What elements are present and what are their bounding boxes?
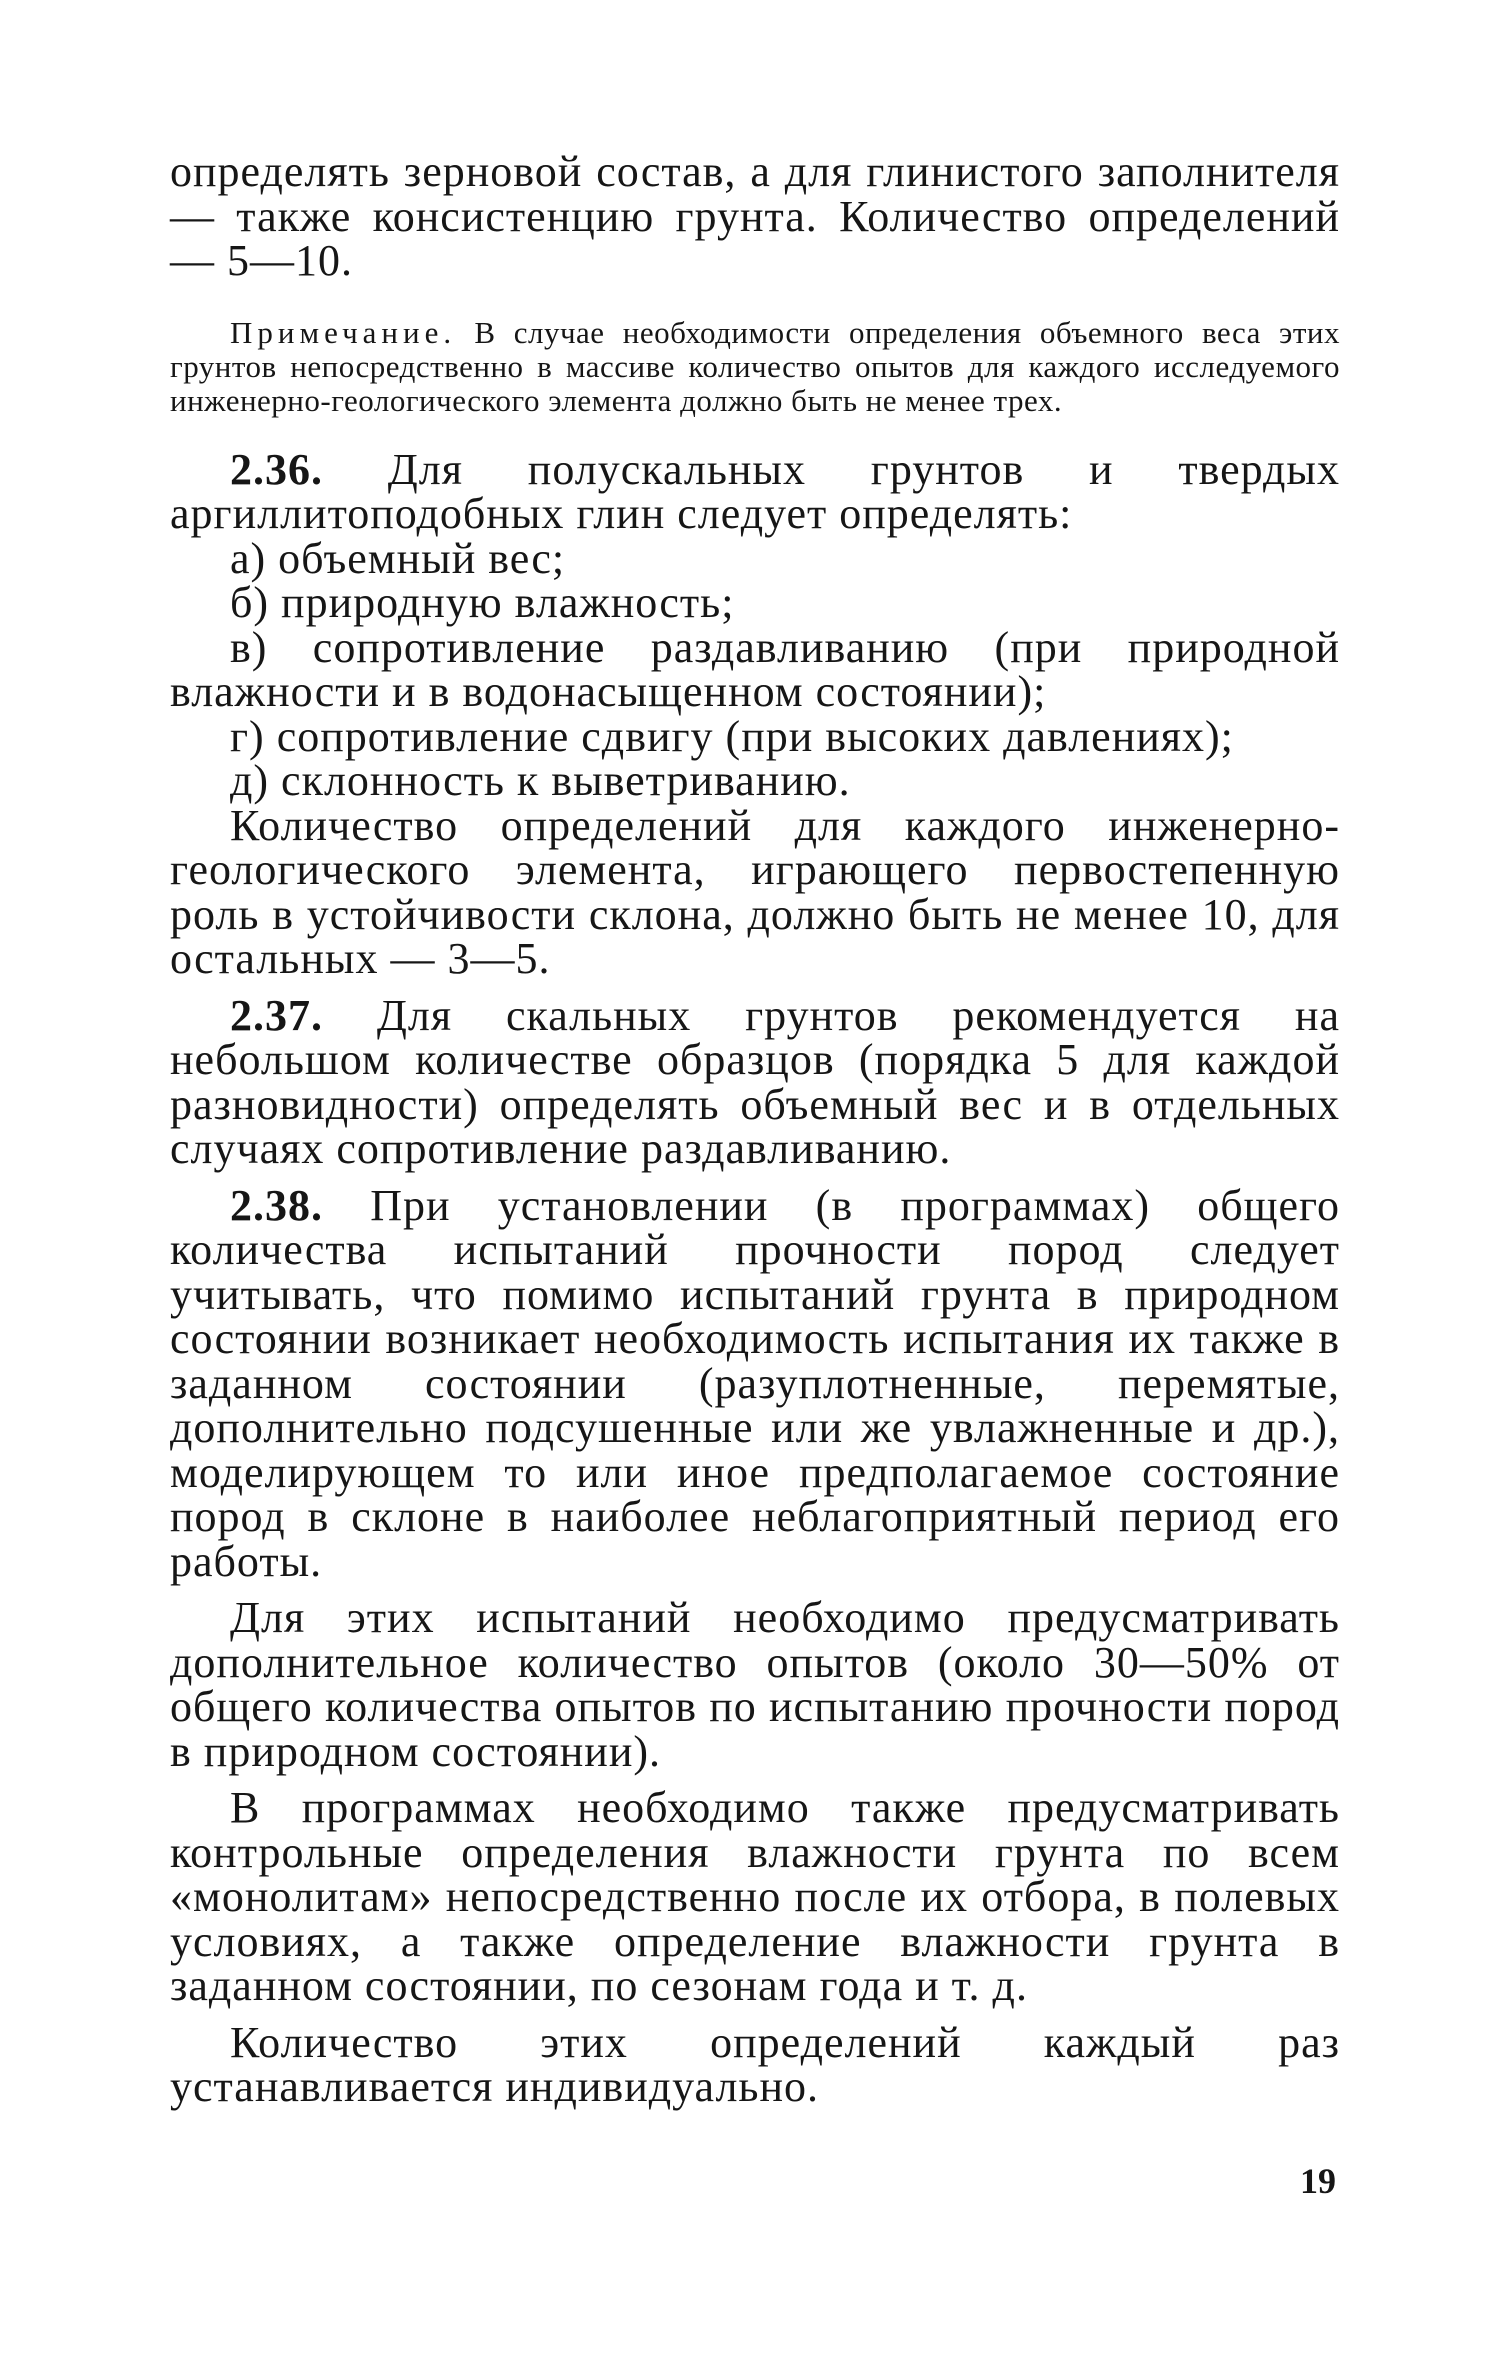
list-item-c: в) сопротивление раздавливанию (при природной влажности и в водонасыщенном состоянии); [170, 622, 1340, 716]
section-2-36-intro-text: Для полускальных грунтов и твердых аргиллитоподобных глин следует определять: [170, 444, 1340, 538]
section-2-37-text: Для скальных грунтов рекомендуется на небольшом количестве образцов (порядка 5 для каждой разновидности) определять объемный вес и в отдельных случаях сопротивление раздавливанию. [170, 990, 1340, 1173]
section-2-38 [170, 1180, 1340, 1586]
section-2-38-number: 2.38. [230, 1180, 323, 1230]
list-item-d: г) сопротивление сдвигу (при высоких давлениях); [230, 711, 1234, 761]
page-number: 19 [1300, 2161, 1336, 2201]
section-2-36-number: 2.36. [230, 444, 323, 494]
section-2-38-para3: В программах необходимо также предусматривать контрольные определения влажности грунта по всем «монолитам» непосредственно после их отбора, в полевых условиях, а также определение влажности грунта в заданном состоянии, по сезонам года и т. д. [170, 1783, 1340, 2010]
section-2-38-para2: Для этих испытаний необходимо предусматривать дополнительное количество опытов (около 30—50% от общего количества опытов по испытанию прочности пород в природном состоянии). [170, 1593, 1340, 1776]
note-paragraph [170, 316, 1340, 418]
section-2-37 [170, 990, 1340, 1173]
section-2-37-number: 2.37. [230, 990, 323, 1040]
list-item-a: а) объемный вес; [230, 533, 566, 583]
note-text: В случае необходимости определения объемного веса этих грунтов непосредственно в массиве количество опытов для каждого исследуемого инженерно-геологического элемента должно быть не менее трех. [170, 314, 1340, 418]
continuation-text: определять зерновой состав, а для глинистого заполнителя — также консистенцию грунта. Количество определений — 5—10. [170, 147, 1340, 285]
list-item-b: б) природную влажность; [230, 578, 735, 627]
section-2-38-para4: Количество этих определений каждый раз устанавливается индивидуально. [170, 2017, 1340, 2111]
note-label: Примечание. [230, 314, 457, 350]
section-2-36-count: Количество определений для каждого инженерно-геологического элемента, играющего первостепенную роль в устойчивости склона, должно быть не менее 10, для остальных — 3—5. [170, 800, 1340, 983]
document-page [170, 147, 1340, 2122]
section-2-38-text: При установлении (в программах) общего количества испытаний прочности пород следует учитывать, что помимо испытаний грунта в природном состоянии возникает необходимость испытания их также в заданном состоянии (разуплотненные, перемятые, дополнительно подсушенные или же увлажненные и др.), моделирующем то или иное предполагаемое состояние пород в склоне в наиболее неблагоприятный период его работы. [170, 1180, 1340, 1586]
section-2-36-intro [170, 444, 1340, 538]
list-item-e: д) склонность к выветриванию. [230, 756, 851, 805]
